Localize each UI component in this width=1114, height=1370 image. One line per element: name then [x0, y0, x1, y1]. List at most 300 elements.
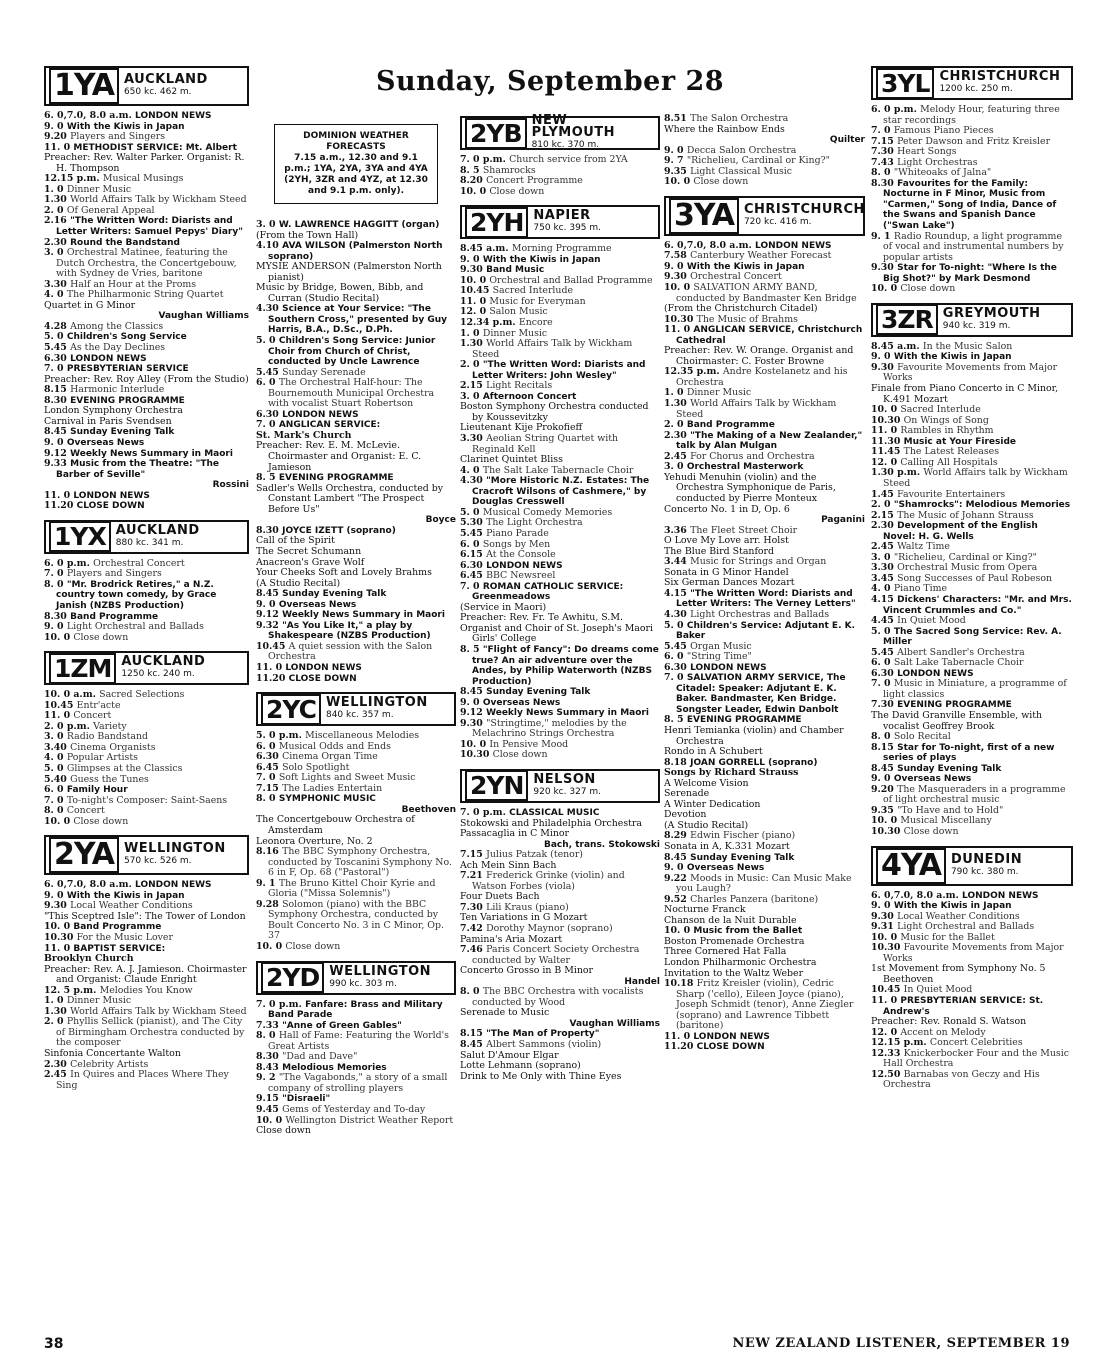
programme-item: Carnival in Paris Svendsen	[44, 415, 172, 427]
station-2yn	[460, 769, 660, 803]
programme-item: 1. 0 Dinner Music	[44, 995, 132, 1007]
programme-item: 8.45 Sunday Evening Talk	[256, 588, 387, 600]
programme-item: 8.18 JOAN GORRELL (soprano)	[664, 756, 818, 768]
programme-item: Lieutenant Kije Prokofieff	[460, 422, 583, 434]
programme-item: 1. 0 Dinner Music	[44, 183, 132, 195]
programme-item: 8.30 "Dad and Dave"	[256, 1051, 358, 1063]
station-sign: 1YX	[49, 521, 111, 552]
station-3zr	[871, 303, 1073, 337]
programme-item: 12.50 Barnabas von Geczy and His Orchestra	[871, 1068, 1040, 1091]
programme-item: 5.40 Guess the Tunes	[44, 773, 149, 785]
programme-item: 8.51 The Salon Orchestra	[664, 113, 789, 124]
station-name: AUCKLAND	[123, 72, 208, 87]
station-name: AUCKLAND	[121, 654, 206, 670]
programme-2yh	[460, 244, 660, 761]
programme-item: 2.30 Development of the English Novel: H. G. Wells	[871, 520, 1038, 542]
column-3	[460, 114, 660, 1082]
station-freq: 920 kc. 327 m.	[533, 786, 602, 797]
station-freq: 840 kc. 357 m.	[325, 710, 394, 721]
programme-item: 8.45 a.m. In the Music Salon	[871, 340, 1013, 352]
station-sign: 4YA	[876, 848, 946, 884]
programme-item: London Symphony Orchestra	[44, 405, 183, 417]
programme-item: 3. 0 W. LAWRENCE HAGGITT (organ)	[256, 219, 440, 230]
programme-item: 6. 0,7.0, 8.0 a.m. LONDON NEWS	[664, 239, 832, 251]
programme-2yn	[460, 808, 660, 1082]
programme-item: Pamina's Aria Mozart	[460, 933, 563, 945]
programme-item: 8.45 Sunday Evening Talk	[664, 851, 795, 863]
programme-item: 6. 0 Musical Odds and Ends	[256, 740, 391, 752]
programme-item: St. Mark's Church	[256, 429, 352, 441]
programme-item: 5.45 As the Day Declines	[44, 342, 166, 354]
programme-item: 2.15 Light Recitals	[460, 380, 553, 392]
programme-item: 6. 0 "String Time"	[664, 651, 752, 663]
programme-item: 8.15 Harmonic Interlude	[44, 384, 165, 396]
programme-item: 7.43 Light Orchestras	[871, 156, 978, 168]
programme-item: Concerto No. 1 in D, Op. 6	[664, 503, 790, 515]
station-name: WELLINGTON	[329, 963, 431, 979]
programme-item: 8. 5 EVENING PROGRAMME	[664, 714, 802, 726]
programme-item: 9. 0 With the Kiwis in Japan	[871, 351, 1012, 363]
programme-item: 3.36 The Fleet Street Choir	[664, 524, 798, 536]
programme-item: 9.15 "Disraeli"	[256, 1093, 331, 1105]
programme-item: Sinfonia Concertante Walton	[44, 1048, 181, 1060]
programme-item: 7. 0 ANGLICAN SERVICE:	[256, 419, 381, 431]
programme-item: 8.30 JOYCE IZETT (soprano)	[256, 524, 396, 536]
weather-forecast-box	[274, 124, 438, 204]
programme-item: 8.15 "The Man of Property"	[460, 1028, 600, 1040]
programme-item: 12. 0 Calling All Hospitals	[871, 456, 998, 468]
programme-item: 4.45 In Quiet Mood	[871, 615, 966, 627]
programme-item: A Winter Dedication	[664, 798, 761, 810]
programme-item: 3. 0 Radio Bandstand	[44, 731, 149, 743]
programme-item: (From the Town Hall)	[256, 229, 359, 241]
programme-item: 3.45 Song Successes of Paul Robeson	[871, 572, 1052, 584]
publication-footer: NEW ZEALAND LISTENER, SEPTEMBER 19	[732, 1336, 1070, 1351]
programme-3zr	[871, 342, 1073, 838]
programme-item: 10.45 A quiet session with the Salon Orchestra	[256, 640, 433, 663]
programme-item: 9.30 Local Weather Conditions	[871, 910, 1020, 922]
programme-item: 9.30 Favourite Movements from Major Works	[871, 361, 1058, 384]
programme-item: 6.30 LONDON NEWS	[44, 352, 147, 364]
programme-item: 3.30 Half an Hour at the Proms	[44, 278, 197, 290]
station-2yb	[460, 113, 660, 150]
programme-item: 9. 0 Light Orchestral and Ballads	[44, 621, 204, 633]
programme-item: Boston Promenade Orchestra	[664, 935, 805, 947]
programme-item: 1.30 World Affairs Talk by Wickham Steed	[460, 338, 633, 360]
programme-item: 7. 0 Famous Piano Pieces	[871, 125, 994, 137]
station-sign: 3YA	[669, 198, 739, 234]
programme-item: Songs by Richard Strauss	[664, 767, 799, 779]
forecast-body: 7.15 a.m., 12.30 and 9.1 p.m.; 1YA, 2YA, 3YA and 4YA (2YH, 3ZR and 4YZ, at 12.30 and 9.1 p.m. only).	[284, 153, 428, 196]
programme-item: 1. 0 Dinner Music	[460, 327, 548, 339]
programme-item: 12. 5 p.m. Melodies You Know	[44, 984, 193, 996]
programme-item: 12. 0 Salon Music	[460, 306, 548, 318]
programme-2yc	[256, 731, 456, 952]
station-freq: 810 kc. 370 m.	[531, 140, 600, 150]
programme-item: 6. 0 Salt Lake Tabernacle Choir	[871, 657, 1024, 669]
programme-item: 7. 0 p.m. Church service from 2YA	[460, 154, 628, 165]
programme-item: 10.18 Fritz Kreisler (violin), Cedric Sharp ('cello), Eileen Joyce (piano), Joseph Schmidt (tenor), Anne Ziegler (soprano) and Lawrence Tibbett (baritone)	[664, 978, 854, 1032]
station-freq: 880 kc. 341 m.	[115, 537, 184, 548]
programme-1zm	[44, 690, 249, 827]
programme-item: 2.16 "The Written Word: Diarists and Letter Writers: Samuel Pepys' Diary"	[44, 215, 243, 238]
programme-2yb	[460, 155, 660, 197]
programme-item: Preacher: Rev. Walter Parker. Organist: R. H. Thompson	[44, 152, 245, 174]
station-freq: 1200 kc. 250 m.	[939, 84, 1013, 94]
programme-item: 6.30 LONDON NEWS	[460, 559, 563, 571]
programme-item: Preacher: Rev. E. M. McLevie. Choirmaster and Organist: E. C. Jamieson	[256, 440, 422, 473]
programme-item: 8.45 Sunday Evening Talk	[871, 762, 1002, 774]
programme-item: 9. 0 With the Kiwis in Japan	[44, 120, 185, 132]
page-title: Sunday, September 28	[375, 66, 725, 97]
programme-item: 12.15 p.m. Musical Musings	[44, 173, 184, 185]
programme-4ya	[871, 891, 1073, 1091]
programme-item: Bach, trans. Stokowski	[544, 839, 660, 850]
programme-item: 8. 0 "Mr. Brodrick Retires," a N.Z. country town comedy, by Grace Janish (NZBS Production)	[44, 578, 217, 611]
programme-item: 9.32 "As You Like It," a play by Shakespeare (NZBS Production)	[256, 619, 431, 642]
programme-item: Music by Bridge, Bowen, Bibb, and Curran (Studio Recital)	[256, 282, 424, 304]
programme-item: Anacreon's Grave Wolf	[256, 556, 365, 568]
programme-item: 11. 0 METHODIST SERVICE: Mt. Albert	[44, 141, 237, 153]
programme-item: Boston Symphony Orchestra conducted by Koussevitzky	[460, 401, 649, 423]
programme-item: 7. 0 Music in Miniature, a programme of light classics	[871, 678, 1067, 700]
programme-item: 1.30 p.m. World Affairs talk by Wickham Steed	[871, 467, 1068, 489]
programme-item: 9.30 Star for To-night: "Where Is the Big Shot?" by Mark Desmond	[871, 262, 1057, 284]
programme-item: 6.30 LONDON NEWS	[871, 667, 974, 679]
programme-item: Boyce	[425, 515, 456, 526]
programme-item: 10. 0 Close down	[44, 631, 129, 643]
programme-item: 8. 0 Concert	[44, 805, 105, 817]
programme-item: 4. 0 The Philharmonic String Quartet	[44, 289, 224, 301]
programme-item: Quartet in G Minor	[44, 299, 136, 311]
programme-item: 7.46 Paris Concert Society Orchestra conducted by Walter	[460, 944, 640, 966]
programme-2ya-cont	[256, 220, 456, 684]
programme-item: 6. 0 p.m. Melody Hour, featuring three star recordings	[871, 104, 1060, 126]
programme-item: 4. 0 The Salt Lake Tabernacle Choir	[460, 464, 634, 476]
programme-item: 3. 0 Orchestral Masterwork	[664, 461, 804, 473]
programme-item: Your Cheeks Soft and Lovely Brahms	[256, 567, 432, 579]
programme-item: 3. 0 Orchestral Matinee, featuring the Dutch Orchestra, the Concertgebouw, with Sydney de Vries, baritone	[44, 247, 237, 280]
programme-item: 8.30 Band Programme	[44, 610, 159, 622]
programme-item: 12.15 p.m. Concert Celebrities	[871, 1037, 1023, 1049]
programme-item: 10. 0 Musical Miscellany	[871, 815, 992, 827]
programme-item: 9.12 Weekly News Summary in Maori	[256, 609, 445, 621]
programme-item: 3. 0 Afternoon Concert	[460, 390, 577, 402]
programme-item: 4.10 AVA WILSON (Palmerston North soprano)	[256, 240, 443, 262]
programme-item: 6. 0 The Orchestral Half-hour: The Bournemouth Municipal Orchestra with vocalist Stuart Robertson	[256, 377, 435, 410]
station-freq: 940 kc. 319 m.	[942, 320, 1011, 331]
station-sign: 2YC	[261, 694, 321, 725]
programme-item: 10.45 Entr'acte	[44, 699, 121, 711]
programme-item: 4.15 "The Written Word: Diarists and Letter Writers: The Verney Letters"	[664, 587, 856, 610]
programme-item: 11.45 The Latest Releases	[871, 446, 1000, 458]
programme-item: 5. 0 p.m. Miscellaneous Melodies	[256, 730, 420, 742]
station-4ya	[871, 846, 1073, 886]
programme-item: 7. 0 p.m. CLASSICAL MUSIC	[460, 806, 600, 818]
programme-3yl	[871, 105, 1073, 295]
programme-item: 11. 0 Rambles in Rhythm	[871, 425, 994, 437]
station-name: CHRISTCHURCH	[939, 69, 1061, 84]
programme-item: 7.15 Julius Patzak (tenor)	[460, 849, 583, 861]
programme-item: 7. 0 ROMAN CATHOLIC SERVICE: Greenmeadows	[460, 580, 624, 603]
programme-item: 10.45 Sacred Interlude	[460, 285, 574, 297]
programme-item: The Secret Schumann	[256, 545, 362, 557]
programme-item: 1st Movement from Symphony No. 5 Beethoven	[871, 963, 1046, 985]
programme-item: 5.45 Albert Sandler's Orchestra	[871, 646, 1025, 658]
programme-item: 11. 0 BAPTIST SERVICE:	[44, 942, 166, 954]
programme-item: Three Cornered Hat Falla	[664, 946, 787, 958]
station-3yl	[871, 66, 1073, 100]
programme-item: The Blue Bird Stanford	[664, 545, 775, 557]
programme-item: 4. 0 Piano Time	[871, 583, 948, 595]
programme-item: 1.30 World Affairs Talk by Wickham Steed	[44, 194, 247, 206]
programme-item: 2.45 For Chorus and Orchestra	[664, 450, 815, 462]
programme-item: 11.20 CLOSE DOWN	[44, 500, 145, 512]
programme-item: Quilter	[829, 135, 865, 146]
programme-item: 12.34 p.m. Encore	[460, 317, 553, 329]
programme-item: 11. 0 ANGLICAN SERVICE, Christchurch Cathedral	[664, 324, 863, 346]
programme-item: 6.30 LONDON NEWS	[256, 408, 359, 420]
programme-item: Sonata in A, K.331 Mozart	[664, 841, 790, 852]
programme-item: 10.30 On Wings of Song	[871, 414, 989, 426]
programme-item: 5. 0 Children's Song Service	[44, 331, 187, 343]
station-2yh	[460, 205, 660, 239]
programme-item: 11.20 CLOSE DOWN	[664, 1041, 765, 1053]
programme-item: 9. 7 "Richelieu, Cardinal or King?"	[664, 155, 830, 167]
programme-item: 10. 0 Close down	[44, 815, 129, 827]
programme-item: 8. 0 SYMPHONIC MUSIC	[256, 793, 376, 805]
programme-item: 6. 0,7.0, 8.0 a.m. LONDON NEWS	[44, 879, 212, 891]
programme-item: 8. 0 "Whiteoaks of Jalna"	[871, 167, 992, 179]
programme-item: 9. 2 "The Vagabonds," a story of a small company of strolling players	[256, 1072, 448, 1094]
programme-item: Clarinet Quintet Bliss	[460, 454, 563, 466]
programme-item: Four Duets Bach	[460, 891, 540, 903]
programme-item: 7. 0 PRESBYTERIAN SERVICE	[44, 363, 189, 375]
programme-item: (Service in Maori)	[460, 601, 547, 613]
programme-item: 7.42 Dorothy Maynor (soprano)	[460, 923, 613, 934]
programme-item: 2. 0 Band Programme	[664, 419, 775, 431]
programme-item: Where the Rainbow Ends	[664, 123, 785, 135]
programme-item: Paganini	[821, 515, 865, 526]
station-freq: 570 kc. 526 m.	[123, 856, 192, 867]
programme-item: Serenade	[664, 788, 710, 800]
programme-item: (A Studio Recital)	[664, 819, 749, 831]
programme-item: 4.30 "More Historic N.Z. Estates: The Cracroft Wilsons of Cashmere," by Douglas Cresswell	[460, 475, 650, 508]
programme-item: A Welcome Vision	[664, 777, 749, 789]
programme-item: 8.30 EVENING PROGRAMME	[44, 394, 185, 406]
station-sign: 2YN	[465, 770, 528, 801]
programme-item: Leonora Overture, No. 2	[256, 835, 373, 847]
programme-item: Passacaglia in C Minor	[460, 828, 570, 840]
programme-item: Preacher: Rev. Roy Alley (From the Studio)	[44, 373, 249, 385]
station-sign: 2YH	[465, 207, 528, 238]
programme-item: Henri Temianka (violin) and Chamber Orchestra	[664, 724, 844, 747]
programme-item: 8. 5 Shamrocks	[460, 164, 536, 176]
programme-item: 12.35 p.m. Andre Kostelanetz and his Orchestra	[664, 366, 848, 388]
programme-item: Close down	[256, 1125, 311, 1137]
programme-item: Devotion	[664, 809, 707, 821]
programme-item: 11. 0 Music for Everyman	[460, 295, 586, 307]
programme-item: 10. 0 Close down	[256, 941, 341, 952]
programme-item: 9. 0 With the Kiwis in Japan	[664, 260, 805, 272]
programme-item: 6. 0 Songs by Men	[460, 538, 551, 550]
programme-item: 7. 0 Soft Lights and Sweet Music	[256, 772, 416, 784]
programme-item: Call of the Spirit	[256, 535, 335, 547]
programme-item: Preacher: Rev. Fr. Te Awhitu, S.M.	[460, 612, 623, 624]
programme-item: Organist and Choir of St. Joseph's Maori Girls' College	[460, 622, 654, 645]
programme-item: 10. 0 In Pensive Mood	[460, 738, 569, 750]
programme-item: 10.45 In Quiet Mood	[871, 984, 973, 996]
programme-item: 4. 0 Popular Artists	[44, 752, 138, 764]
station-sign: 2YB	[465, 118, 527, 149]
station-freq: 1250 kc. 240 m.	[121, 669, 195, 680]
programme-item: 8.16 The BBC Symphony Orchestra, conducted by Toscanini Symphony No. 6 in F, Op. 68 ("Pastoral")	[256, 846, 452, 879]
programme-item: 5. 0 The Sacred Song Service: Rev. A. Miller	[871, 625, 1062, 648]
station-freq: 650 kc. 462 m.	[123, 87, 192, 97]
programme-item: Nocturne Franck	[664, 904, 746, 916]
programme-item: 10. 0 a.m. Sacred Selections	[44, 689, 185, 701]
programme-item: MYSIE ANDERSON (Palmerston North pianist)	[256, 261, 442, 283]
programme-item: 3.40 Cinema Organists	[44, 741, 156, 753]
programme-item: 8.45 Sunday Evening Talk	[44, 426, 175, 438]
programme-item: 9. 0 Overseas News	[44, 436, 145, 448]
programme-item: 10.30 Favourite Movements from Major Works	[871, 942, 1064, 964]
programme-item: 9. 1 Radio Roundup, a light programme of vocal and instrumental numbers by popular artists	[871, 230, 1064, 263]
programme-item: 10. 0 Orchestral and Ballad Programme	[460, 274, 653, 286]
programme-item: 7.30 Lili Kraus (piano)	[460, 901, 569, 913]
column-1	[44, 64, 249, 1091]
programme-item: 2. 0 "The Written Word: Diarists and Letter Writers: John Wesley"	[460, 359, 646, 381]
programme-item: 10. 0 Close down	[871, 283, 956, 295]
programme-item: 9.35 "To Have and to Hold"	[871, 804, 1004, 816]
programme-item: 9. 0 Overseas News	[460, 696, 561, 708]
programme-item: Preacher: Rev. W. Orange. Organist and Choirmaster: C. Foster Browne	[664, 345, 854, 367]
programme-item: 12.33 Knickerbocker Four and the Music Hall Orchestra	[871, 1047, 1069, 1070]
station-name: CHRISTCHURCH	[743, 201, 865, 217]
programme-item: 8.45 Albert Sammons (violin)	[460, 1039, 602, 1051]
programme-item: 2.45 In Quires and Places Where They Sing	[44, 1069, 229, 1091]
programme-item: 10. 0 Close down	[664, 176, 749, 188]
station-name: DUNEDIN	[950, 851, 1023, 867]
programme-item: 4.15 Dickens' Characters: "Mr. and Mrs. Vincent Crummles and Co."	[871, 593, 1072, 616]
programme-item: 1.30 World Affairs Talk by Wickham Steed	[664, 398, 837, 420]
programme-item: 4.30 Light Orchestras and Ballads	[664, 608, 830, 620]
programme-item: 10.30 Close down	[871, 826, 959, 837]
station-name: WELLINGTON	[325, 695, 428, 711]
station-sign: 2YA	[49, 837, 119, 873]
programme-item: 3.44 Music for Strings and Organ	[664, 556, 827, 568]
programme-item: 1.45 Favourite Entertainers	[871, 488, 1006, 500]
programme-item: 9. 0 Overseas News	[871, 773, 972, 785]
programme-item: 10.30 The Music of Brahms	[664, 313, 798, 325]
programme-item: 6. 0,7.0, 8.0 a.m. LONDON NEWS	[44, 110, 212, 121]
programme-item: 9.12 Weekly News Summary in Maori	[460, 707, 649, 719]
programme-item: 5.30 The Light Orchestra	[460, 517, 583, 529]
station-sign: 3ZR	[876, 304, 938, 335]
station-sign: 3YL	[876, 68, 934, 99]
programme-item: 2.45 Waltz Time	[871, 541, 950, 553]
programme-item: Rossini	[212, 480, 249, 491]
programme-item: 8.45 a.m. Morning Programme	[460, 243, 612, 255]
programme-item: 12. 0 Accent on Melody	[871, 1026, 986, 1038]
station-sign: 1YA	[49, 68, 119, 104]
programme-item: 7. 0 SALVATION ARMY SERVICE, The Citadel: Speaker: Adjutant E. K. Baker. Bandmaster, Ken Bridge. Songster Leader, Edwin Danbolt	[664, 672, 846, 715]
programme-item: Drink to Me Only with Thine Eyes	[460, 1070, 622, 1082]
programme-item: 10. 0 Close down	[460, 185, 545, 197]
programme-item: Concerto Grosso in B Minor	[460, 965, 594, 977]
programme-item: 1. 0 Dinner Music	[664, 387, 752, 399]
programme-item: 2. 0 "Shamrocks": Melodious Memories	[871, 499, 1071, 511]
programme-item: Preacher: Rev. A. J. Jamieson. Choirmaster and Organist: Claude Enright	[44, 963, 247, 986]
programme-2yb-cont	[664, 114, 865, 188]
station-1yx	[44, 520, 249, 554]
programme-item: 8.15 Star for To-night, first of a new series of plays	[871, 741, 1055, 764]
programme-item: 7.15 Peter Dawson and Fritz Kreisler	[871, 135, 1051, 147]
programme-2yd	[256, 1000, 456, 1137]
programme-item: 9.31 Light Orchestral and Ballads	[871, 921, 1035, 933]
programme-item: 5. 0 Children's Song Service: Junior Choir from Church of Christ, conducted by Uncle Lawrence	[256, 335, 436, 368]
programme-item: 9.12 Weekly News Summary in Maori	[44, 447, 233, 459]
station-2ya	[44, 835, 249, 875]
programme-1yx	[44, 559, 249, 643]
station-name: NELSON	[533, 771, 596, 787]
station-1zm	[44, 651, 249, 685]
programme-item: 7.15 The Ladies Entertain	[256, 782, 383, 794]
programme-item: 11. 0 PRESBYTERIAN SERVICE: St. Andrew's	[871, 995, 1044, 1017]
programme-item: Rondo in A Schubert	[664, 746, 763, 758]
programme-item: 5.45 Organ Music	[664, 640, 752, 652]
programme-item: 8.30 Favourites for the Family: Nocturne in F Minor, Music from "Carmen," Song of India, Dance of the Swans and Spanish Dance ("Swan Lake")	[871, 177, 1057, 232]
programme-item: 9. 0 With the Kiwis in Japan	[871, 900, 1012, 912]
programme-item: 9.30 Band Music	[460, 264, 545, 276]
programme-item: 6.45 BBC Newsreel	[460, 570, 556, 582]
programme-item: 8.43 Melodious Memories	[256, 1061, 387, 1073]
programme-item: 6. 0 Family Hour	[44, 784, 128, 796]
programme-item: 8. 5 EVENING PROGRAMME	[256, 472, 394, 484]
programme-item: Sonata in G Minor Handel	[664, 566, 789, 578]
programme-item: 8.29 Edwin Fischer (piano)	[664, 830, 796, 842]
programme-item: Yehudi Menuhin (violin) and the Orchestra Symphonique de Paris, conducted by Pierre Monteux	[664, 471, 836, 504]
programme-item: 10.30 Close down	[460, 749, 548, 761]
programme-item: 8. 0 Hall of Fame: Featuring the World's Great Artists	[256, 1030, 449, 1052]
programme-item: 3.30 Orchestral Music from Opera	[871, 562, 1038, 574]
station-name: NEW PLYMOUTH	[531, 113, 616, 140]
programme-item: 6.30 LONDON NEWS	[664, 661, 767, 673]
station-3ya	[664, 196, 865, 236]
programme-item: 10. 0 Band Programme	[44, 921, 162, 933]
programme-item: 10.30 For the Music Lover	[44, 932, 173, 943]
programme-item: 6. 0 p.m. Orchestral Concert	[44, 557, 185, 569]
station-2yc	[256, 692, 456, 726]
programme-item: (From the Christchurch Citadel)	[664, 303, 818, 315]
programme-item: 7.58 Canterbury Weather Forecast	[664, 250, 832, 262]
programme-item: 9.30 Orchestral Concert	[664, 271, 782, 283]
programme-item: 2.30 Celebrity Artists	[44, 1058, 149, 1070]
programme-item: Handel	[624, 976, 660, 987]
programme-item: 11. 0 LONDON NEWS	[256, 661, 362, 673]
station-name: WELLINGTON	[123, 841, 226, 857]
programme-item: 11. 0 LONDON NEWS	[44, 489, 150, 501]
station-freq: 720 kc. 416 m.	[743, 216, 812, 227]
station-freq: 790 kc. 380 m.	[950, 866, 1019, 877]
station-freq: 990 kc. 303 m.	[329, 978, 397, 989]
programme-2ya	[44, 880, 249, 1091]
programme-item: 6.45 Solo Spotlight	[256, 761, 350, 773]
programme-item: 2.30 Round the Bandstand	[44, 236, 180, 248]
programme-item: 10. 0 SALVATION ARMY BAND, conducted by Bandmaster Ken Bridge	[664, 282, 857, 304]
programme-item: 5. 0 Glimpses at the Classics	[44, 762, 183, 774]
programme-item: The David Granville Ensemble, with vocalist Geoffrey Brook	[871, 709, 1043, 732]
